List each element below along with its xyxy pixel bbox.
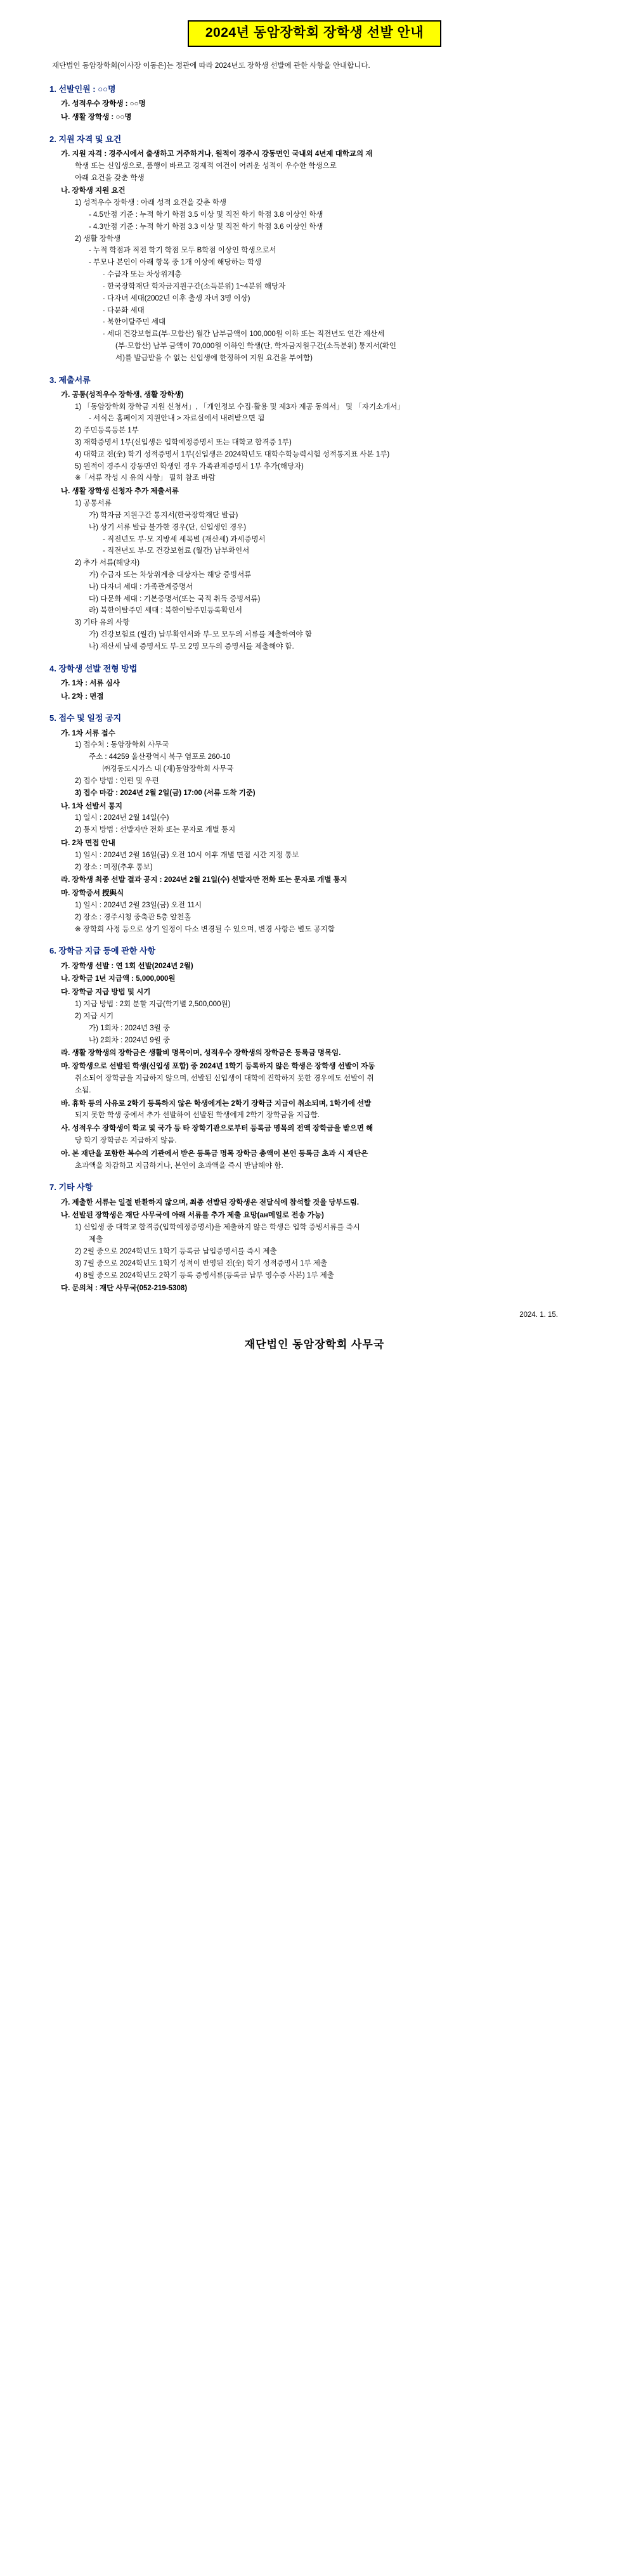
section-line: - 부모나 본인이 아래 항목 중 1개 이상에 해당하는 학생 (89, 259, 262, 267)
section-line: 2) 지급 시기 (75, 1012, 114, 1020)
section-line: 나. 장학금 1년 지급액 : 5,000,000원 (61, 975, 176, 983)
section-line: 마. 장학생으로 선발된 학생(신입생 포함) 중 2024년 1학기 등록하지 않은 학생은 장학생 선발이 자동 (61, 1063, 375, 1071)
section-line: 1) 지급 방법 : 2회 분할 지급(학기별 2,500,000원) (75, 1000, 231, 1009)
section-line: 아. 본 재단을 포함한 복수의 기관에서 받은 등록금 명목 장학금 총액이 본인 등록금 초과 시 재단은 (61, 1149, 368, 1158)
section (49, 134, 580, 365)
section-line: 주소 : 44259 울산광역시 북구 염포로 260-10 (89, 753, 231, 761)
issuing-organization: 재단법인 동암장학회 사무국 (244, 1338, 385, 1351)
section-line: 3) 기타 유의 사항 (75, 619, 130, 627)
section-line: (부·모합산) 납부 금액이 70,000원 이하인 학생(단, 학자금지원구간(소득분위) 통지서(확인 (115, 342, 397, 350)
section-heading: 2. 지원 자격 및 요건 (49, 134, 122, 144)
section-line: 취소되어 장학금을 지급하지 않으며, 선발된 신입생이 대학에 진학하지 못한 경우에도 선발이 취 (75, 1074, 374, 1082)
section-heading: 3. 제출서류 (49, 375, 91, 385)
section-line: 2) 추가 서류(해당자) (75, 559, 140, 567)
section-line: 2) 2월 중으로 2024학년도 1학기 등록금 납입증명서를 즉시 제출 (75, 1247, 277, 1255)
section-line: 4) 대학교 전(全) 학기 성적증명서 1부(신입생은 2024학년도 대학수학능력시험 성적통지표 사본 1부) (75, 450, 390, 458)
section-line: 나) 상기 서류 발급 불가한 경우(단, 신입생인 경우) (89, 523, 247, 531)
section (49, 663, 580, 703)
section-line: - 4.3만점 기준 : 누적 학기 학점 3.3 이상 및 직전 학기 학점 3.6 이상인 학생 (89, 223, 323, 231)
section-line: ※ 장학회 사정 등으로 상기 일정이 다소 변경될 수 있으며, 변경 사항은 별도 공지함 (75, 925, 335, 933)
section-line: 서)를 발급받을 수 없는 신입생에 한정하여 지원 요건을 부여함) (115, 354, 313, 362)
section-line: ※「서류 작성 시 유의 사항」 필히 참조 바람 (75, 474, 216, 482)
section-heading: 1. 선발인원 : ○○명 (49, 84, 116, 94)
section-line: 1) 공통서류 (75, 500, 112, 508)
section-line: 가) 학자금 지원구간 통지서(한국장학재단 발급) (89, 511, 238, 519)
section-line: 2) 생활 장학생 (75, 235, 121, 243)
section-line: 가) 수급자 또는 차상위계층 대상자는 해당 증빙서류 (89, 571, 252, 579)
section-line: 가) 1회차 : 2024년 3월 중 (89, 1024, 171, 1032)
section-line: 마. 장학증서 授與식 (61, 890, 124, 898)
section-line: 나. 선발된 장학생은 재단 사무국에 아래 서류를 추가 제출 요망(ан메일로 전송 가능) (61, 1212, 324, 1220)
title-box (188, 20, 441, 47)
section-line: 3) 접수 마감 : 2024년 2월 2일(금) 17:00 (서류 도착 기준) (75, 789, 256, 797)
section (49, 375, 580, 653)
section-line: 아래 요건을 갖춘 학생 (75, 174, 145, 182)
section-line: 다. 2차 면접 안내 (61, 839, 115, 847)
section-line: · 다문화 세대 (103, 306, 145, 314)
section-line: 3) 7월 중으로 2024학년도 1학기 성적이 반영된 전(全) 학기 성적증명서 1부 제출 (75, 1259, 328, 1267)
section-line: · 수급자 또는 차상위계층 (103, 271, 182, 279)
section-line: 2) 장소 : 경주시청 중축관 5층 알천홀 (75, 913, 191, 921)
section-line: 소됨. (75, 1086, 91, 1094)
section (49, 1182, 580, 1295)
section-heading: 5. 접수 및 일정 공지 (49, 713, 122, 723)
section-line: 나. 장학생 지원 요건 (61, 187, 126, 195)
section-line: 학생 또는 신입생으로, 품행이 바르고 경제적 여건이 어려운 성적이 우수한 학생으로 (75, 162, 337, 170)
section-line: 1) 일시 : 2024년 2월 14일(수) (75, 814, 169, 822)
section-line: 2) 통지 방법 : 선발자만 전화 또는 문자로 개별 통지 (75, 826, 236, 834)
section-line: - 4.5만점 기준 : 누적 학기 학점 3.5 이상 및 직전 학기 학점 3.8 이상인 학생 (89, 211, 323, 219)
section-line: 1) 일시 : 2024년 2월 16일(금) 오전 10시 이후 개별 면접 시간 지정 통보 (75, 851, 299, 859)
section (49, 84, 580, 124)
section-line: · 한국장학재단 학자금지원구간(소득분위) 1~4분위 해당자 (103, 282, 286, 290)
section-line: 가) 건강보험료 (월간) 납부확인서와 부·모 모두의 서류를 제출하여야 함 (89, 631, 312, 639)
title-banner (49, 20, 580, 47)
sections-container (49, 84, 580, 1295)
section-line: 가. 제출한 서류는 일절 반환하지 않으며, 최종 선발된 장학생은 전달식에 참석할 것을 당부드림. (61, 1198, 360, 1207)
section-line: 나. 1차 선발서 통지 (61, 802, 122, 810)
section-heading: 6. 장학금 지급 등에 관한 사항 (49, 946, 156, 956)
section-line: 5) 원적이 경주시 강동면인 학생인 경우 가족관계증명서 1부 추가(해당자) (75, 462, 304, 470)
section-line: 사. 성적우수 장학생이 학교 및 국가 등 타 장학기관으로부터 등록금 명목의 전액 장학금을 받으면 해 (61, 1125, 373, 1133)
section-line: 2) 주민등록등본 1부 (75, 427, 139, 435)
section-line: 1) 「동암장학회 장학금 지원 신청서」, 「개인정보 수집·활용 및 제3자 제공 동의서」 및 「자기소개서」 (75, 403, 405, 411)
section-line: 초과액을 차감하고 지급하거나, 본인이 초과액을 즉시 반납해야 함. (75, 1162, 283, 1170)
section-line: 나) 다자녀 세대 : 가족관계증명서 (89, 583, 193, 591)
document-date: 2024. 1. 15. (519, 1311, 558, 1319)
section-line: ㈜경동도시가스 내 (재)동암장학회 사무국 (103, 765, 234, 773)
intro-paragraph: 재단법인 동암장학회(이사장 이동은)는 정관에 따라 2024년도 장학생 선발에 관한 사항을 안내합니다. (52, 62, 370, 70)
section-line: 라. 장학생 최종 선발 결과 공지 : 2024년 2월 21일(수) 선발자만 전화 또는 문자로 개별 통지 (61, 876, 347, 884)
section (49, 945, 580, 1172)
section-line: 다. 문의처 : 재단 사무국(052-219-5308) (61, 1285, 188, 1293)
section-line: 라) 북한이탈주민 세대 : 북한이탈주민등록확인서 (89, 607, 242, 615)
section-line: 당 학기 장학금은 지급하지 않음. (75, 1137, 177, 1145)
section (49, 713, 580, 935)
section-line: 라. 생활 장학생의 장학금은 생활비 명목이며, 성적우수 장학생의 장학금은 등록금 명목임. (61, 1049, 341, 1058)
section-line: 가. 성적우수 장학생 : ○○명 (61, 100, 146, 108)
section-line: 다. 장학금 지급 방법 및 시기 (61, 988, 151, 997)
section-line: 3) 재학증명서 1부(신입생은 입학예정증명서 또는 대학교 합격증 1부) (75, 439, 292, 447)
section-line: 가. 지원 자격 : 경주시에서 출생하고 거주하거나, 원적이 경주시 강동면인 국내외 4년제 대학교의 재 (61, 150, 373, 158)
section-line: 나. 생활 장학생 : ○○명 (61, 113, 132, 121)
section-line: - 서식은 홈페이지 지원안내 > 자료실에서 내려받으면 됨 (89, 415, 265, 423)
section-line: - 누적 학점과 직전 학기 학점 모두 B학점 이상인 학생으로서 (89, 247, 276, 255)
section-line: 1) 신입생 중 대학교 합격증(입학예정증명서)을 제출하지 않은 학생은 입학 증빙서류를 즉시 (75, 1224, 360, 1232)
section-line: - 직전년도 부·모 지방세 세목별 (재산세) 과세증명서 (103, 535, 266, 543)
section-line: 가. 공통(성적우수 장학생, 생활 장학생) (61, 391, 184, 399)
section-line: 나) 2회차 : 2024년 9월 중 (89, 1036, 171, 1044)
section-line: · 다자녀 세대(2002년 이후 출생 자녀 3명 이상) (103, 294, 250, 302)
section-line: 1) 접수처 : 동암장학회 사무국 (75, 741, 169, 749)
section-heading: 7. 기타 사항 (49, 1182, 93, 1193)
section-heading: 4. 장학생 선발 전형 방법 (49, 663, 138, 673)
section-line: 다) 다문화 세대 : 기본증명서(또는 국적 취득 증빙서류) (89, 595, 261, 603)
section-line: 가. 장학생 선발 : 연 1회 선발(2024년 2월) (61, 962, 193, 970)
section-line: 2) 접수 방법 : 인편 및 우편 (75, 777, 159, 785)
section-line: · 북한이탈주민 세대 (103, 318, 166, 327)
section-line: 나. 생활 장학생 신청자 추가 제출서류 (61, 488, 179, 496)
section-line: 가. 1차 : 서류 심사 (61, 679, 120, 687)
section-line: 1) 일시 : 2024년 2월 23일(금) 오전 11시 (75, 902, 202, 910)
section-line: 되지 못한 학생 중에서 추가 선발하여 선발된 학생에게 2학기 장학금을 지급함. (75, 1111, 320, 1120)
section-line: 2) 장소 : 미정(추후 통보) (75, 863, 153, 871)
section-line: 바. 휴학 등의 사유로 2학기 등록하지 않은 학생에게는 2학기 장학금 지급이 취소되며, 1학기에 선발 (61, 1099, 372, 1108)
section-line: 4) 8월 중으로 2024학년도 2학기 등록 증빙서류(등록금 납부 영수증 사본) 1부 제출 (75, 1271, 334, 1279)
section-line: 제출 (89, 1236, 103, 1244)
section-line: 나) 재산세 납세 증명서도 부·모 2명 모두의 증명서를 제출해야 함. (89, 642, 294, 650)
section-line: 1) 성적우수 장학생 : 아래 성적 요건을 갖춘 학생 (75, 199, 226, 207)
section-line: 나. 2차 : 면접 (61, 692, 104, 701)
section-line: 가. 1차 서류 접수 (61, 729, 115, 737)
page-title: 2024년 동암장학회 장학생 선발 안내 (205, 25, 424, 40)
section-line: - 직전년도 부·모 건강보험료 (월간) 납부확인서 (103, 547, 250, 555)
section-line: · 세대 건강보험료(부·모합산) 월간 납부금액이 100,000원 이하 또는 직전년도 연간 재산세 (103, 330, 385, 339)
